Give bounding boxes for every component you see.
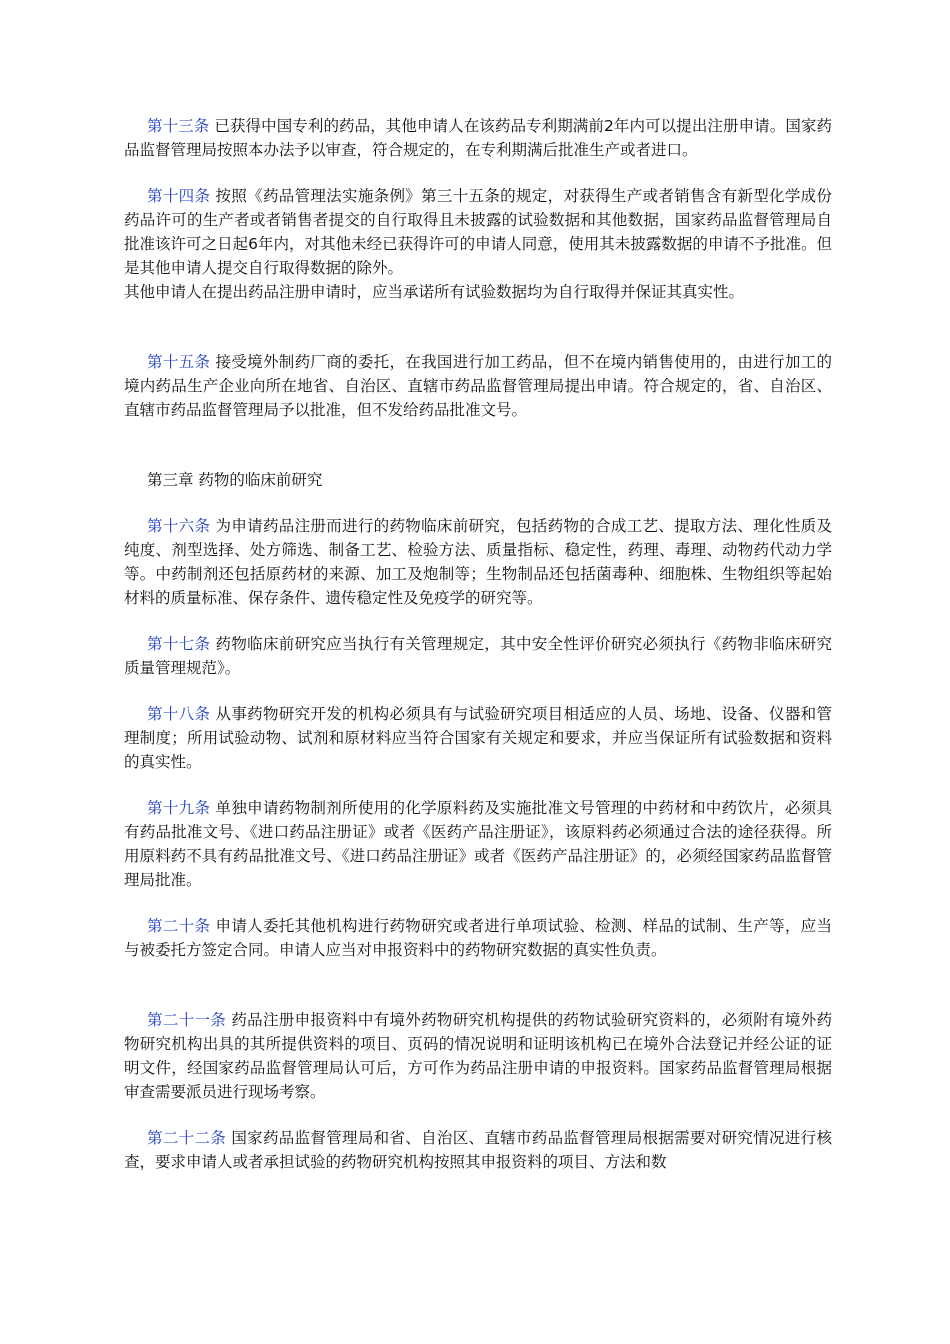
article-label: 第十三条: [147, 117, 210, 135]
article-text: 从事药物研究开发的机构必须具有与试验研究项目相适应的人员、场地、设备、仪器和管理制度；所用试验动物、试剂和原材料应当符合国家有关规定和要求，并应当保证所有试验数据和资料的真实性。: [124, 705, 832, 771]
article-label: 第二十二条: [147, 1129, 227, 1147]
article-18: [124, 702, 832, 774]
article-text: 为申请药品注册而进行的药物临床前研究，包括药物的合成工艺、提取方法、理化性质及纯度、剂型选择、处方筛选、制备工艺、检验方法、质量指标、稳定性，药理、毒理、动物药代动力学等。中药制剂还包括原药材的来源、加工及炮制等；生物制品还包括菌毒种、细胞株、生物组织等起始材料的质量标准、保存条件、遗传稳定性及免疫学的研究等。: [124, 517, 832, 607]
article-15: [124, 350, 832, 422]
article-13: [124, 114, 832, 162]
article-label: 第十七条: [147, 635, 211, 653]
article-text: 已获得中国专利的药品，其他申请人在该药品专利期满前2年内可以提出注册申请。国家药品监督管理局按照本办法予以审查，符合规定的，在专利期满后批准生产或者进口。: [124, 117, 832, 159]
article-label: 第十九条: [147, 799, 211, 817]
article-label: 第二十一条: [147, 1011, 227, 1029]
article-20: [124, 914, 832, 962]
article-label: 第十五条: [147, 353, 211, 371]
article-text: 药物临床前研究应当执行有关管理规定，其中安全性评价研究必须执行《药物非临床研究质量管理规范》。: [124, 635, 832, 677]
article-text: 申请人委托其他机构进行药物研究或者进行单项试验、检测、样品的试制、生产等，应当与被委托方签定合同。申请人应当对申报资料中的药物研究数据的真实性负责。: [124, 917, 832, 959]
article-text: 按照《药品管理法实施条例》第三十五条的规定，对获得生产或者销售含有新型化学成份药品许可的生产者或者销售者提交的自行取得且未披露的试验数据和其他数据，国家药品监督管理局自批准该许可之日起6年内，对其他未经已获得许可的申请人同意，使用其未披露数据的申请不予批准。但是其他申请人提交自行取得数据的除外。: [124, 187, 832, 277]
article-16: [124, 514, 832, 610]
article-text: 单独申请药物制剂所使用的化学原料药及实施批准文号管理的中药材和中药饮片，必须具有药品批准文号、《进口药品注册证》或者《医药产品注册证》，该原料药必须通过合法的途径获得。所用原料药不具有药品批准文号、《进口药品注册证》或者《医药产品注册证》的，必须经国家药品监督管理局批准。: [124, 799, 832, 889]
article-19: [124, 796, 832, 892]
article-label: 第二十条: [147, 917, 211, 935]
chapter-heading: 第三章 药物的临床前研究: [147, 471, 323, 489]
article-label: 第十四条: [147, 187, 211, 205]
article-text: 国家药品监督管理局和省、自治区、直辖市药品监督管理局根据需要对研究情况进行核查，要求申请人或者承担试验的药物研究机构按照其申报资料的项目、方法和数: [124, 1129, 832, 1171]
article-label: 第十六条: [147, 517, 211, 535]
article-text: 药品注册申报资料中有境外药物研究机构提供的药物试验研究资料的，必须附有境外药物研究机构出具的其所提供资料的项目、页码的情况说明和证明该机构已在境外合法登记并经公证的证明文件，经国家药品监督管理局认可后，方可作为药品注册申请的申报资料。国家药品监督管理局根据审查需要派员进行现场考察。: [124, 1011, 832, 1101]
article-text: 接受境外制药厂商的委托，在我国进行加工药品，但不在境内销售使用的，由进行加工的境内药品生产企业向所在地省、自治区、直辖市药品监督管理局提出申请。符合规定的，省、自治区、直辖市药品监督管理局予以批准，但不发给药品批准文号。: [124, 353, 832, 419]
article-14: [124, 184, 832, 280]
article-22: [124, 1126, 832, 1174]
article-14-continuation: 其他申请人在提出药品注册申请时，应当承诺所有试验数据均为自行取得并保证其真实性。: [124, 283, 745, 301]
article-21: [124, 1008, 832, 1104]
article-17: [124, 632, 832, 680]
article-label: 第十八条: [147, 705, 211, 723]
